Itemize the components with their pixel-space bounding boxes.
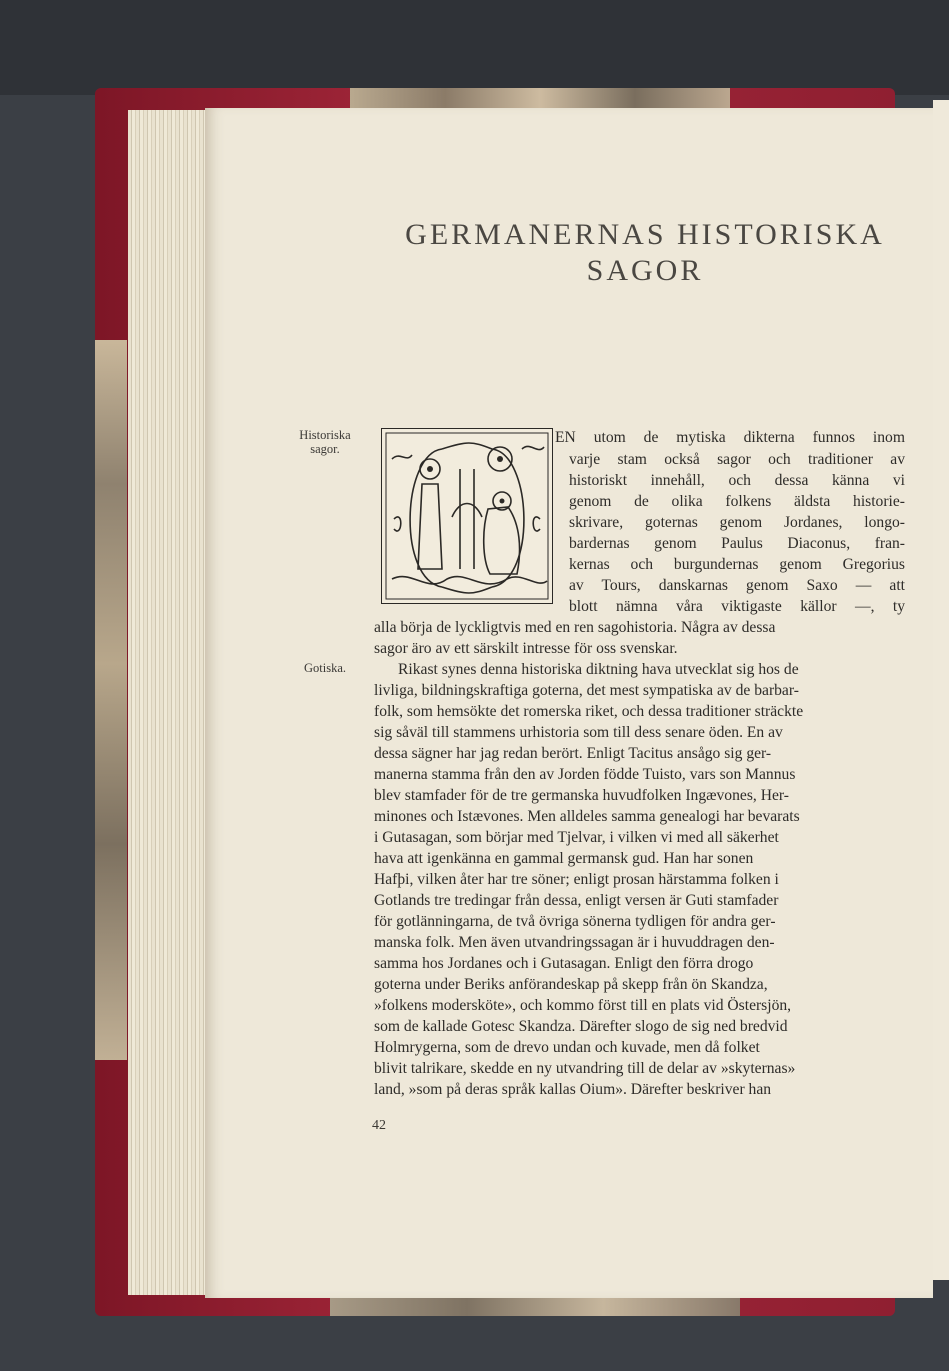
text-line: Holmrygerna, som de drevo undan och kuvade, men då folket	[374, 1039, 760, 1056]
text-line: livliga, bildningskraftiga goterna, det mest sympatiska av de barbar-	[374, 682, 799, 699]
text-line: kernas och burgundernas genom Gregorius	[569, 556, 905, 573]
text-line: genom de olika folkens äldsta historie-	[569, 493, 905, 510]
page-right-edge	[933, 100, 949, 1280]
text-line: blivit talrikare, skedde en ny utvandring till de delar av »skyternas»	[374, 1060, 796, 1077]
text-line: dessa sägner har jag redan berört. Enligt Tacitus ansågo sig ger-	[374, 745, 772, 762]
text-line: land, »som på deras språk kallas Oium». Därefter beskriver han	[374, 1081, 772, 1098]
text-line: blott nämna våra viktigaste källor —, ty	[569, 598, 905, 615]
page-number: 42	[372, 1118, 386, 1133]
chapter-title-line1: GERMANERNAS HISTORISKA	[405, 218, 885, 251]
text-line: sig såväl till stammens urhistoria som till dess senare öden. En av	[374, 724, 783, 741]
text-line: av Tours, danskarnas genom Saxo — att	[569, 577, 905, 594]
text-line: blev stamfader för de tre germanska huvudfolken Ingævones, Her-	[374, 787, 789, 804]
marginal-note-gotiska: Gotiska.	[303, 661, 346, 675]
cover-marble-bottom	[330, 1298, 740, 1316]
text-line: alla börja de lyckligtvis med en ren sagohistoria. Några av dessa	[374, 619, 776, 636]
woodcut-initial-icon	[382, 429, 552, 603]
text-line: i Gutasagan, som börjar med Tjelvar, i vilken vi med all säkerhet	[374, 829, 779, 846]
text-line: hava att igenkänna en gammal germansk gud. Han har sonen	[374, 850, 754, 867]
woodcut-initial-illustration	[381, 428, 553, 604]
text-line: Hafþi, vilken åter har tre söner; enligt prosan härstamma folken i	[374, 871, 779, 888]
text-line: EN utom de mytiska dikterna funnos inom	[555, 429, 905, 446]
text-line: historiskt innehåll, och dessa känna vi	[569, 472, 905, 489]
text-line: minones och Istævones. Men alldeles samma genealogi har bevarats	[374, 808, 800, 825]
text-line: bardernas genom Paulus Diaconus, fran-	[569, 535, 905, 552]
text-line: samma hos Jordanes och i Gutasagan. Enligt den förra drogo	[374, 955, 754, 972]
text-line: »folkens modersköte», och kommo först till en plats vid Östersjön,	[374, 997, 792, 1014]
text-line: sagor äro av ett särskilt intresse för oss svenskar.	[374, 640, 678, 657]
chapter-title-line2: SAGOR	[586, 254, 704, 287]
text-line: för gotlänningarna, de två övriga sönerna tydligen för andra ger-	[374, 913, 776, 930]
text-line: varje stam också sagor och traditioner av	[569, 451, 905, 468]
text-line: manska folk. Men även utvandringssagan är i huvuddragen den-	[374, 934, 775, 951]
marbled-edge	[95, 340, 127, 1060]
text-line: Gotlands tre tredingar från dessa, enligt versen är Guti stamfader	[374, 892, 779, 909]
background-top	[0, 0, 949, 95]
text-line: som de kallade Gotesc Skandza. Därefter slogo de sig ned bredvid	[374, 1018, 788, 1035]
text-line: Rikast synes denna historiska diktning hava utvecklat sig hos de	[398, 661, 799, 678]
text-line: skrivare, goternas genom Jordanes, longo-	[569, 514, 905, 531]
marginal-note-historiska: Historiska sagor.	[299, 428, 351, 456]
text-line: folk, som hemsökte det romerska riket, och dessa traditioner sträckte	[374, 703, 804, 720]
text-line: manerna stamma från den av Jorden födde Tuisto, vars son Mannus	[374, 766, 796, 783]
cover-marble-top	[350, 88, 730, 110]
text-line: goterna under Beriks anförandeskap på skepp från ön Skandza,	[374, 976, 768, 993]
